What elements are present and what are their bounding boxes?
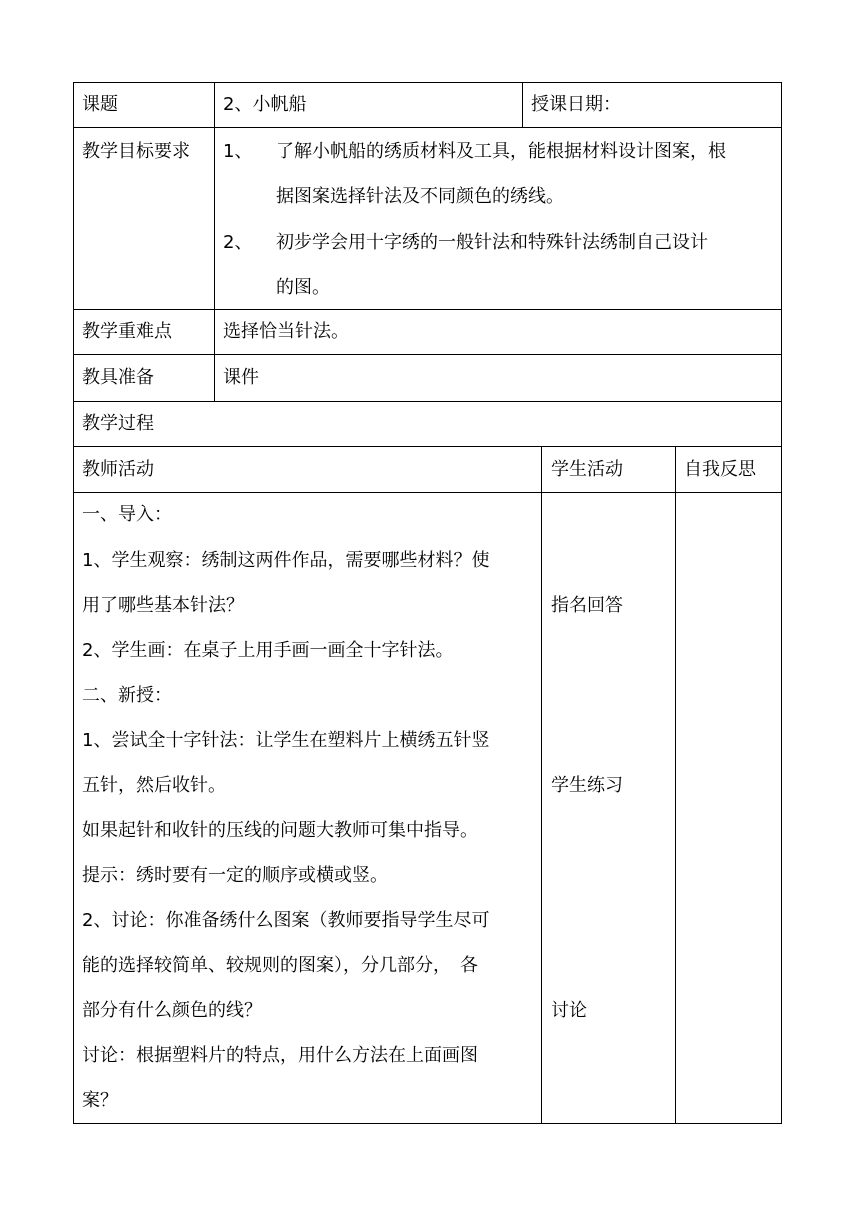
row-border [73, 127, 782, 128]
goal-number: 1、 [223, 141, 253, 162]
topic-value: 2、小帆船 [223, 94, 307, 115]
goal-number: 2、 [223, 232, 253, 253]
teacher-line: 1、尝试全十字针法：让学生在塑料片上横绣五针竖 [82, 730, 490, 751]
col-border [73, 82, 74, 1124]
col-border [781, 82, 782, 1124]
goal-text: 的图。 [276, 277, 330, 298]
teacher-line: 2、学生画：在桌子上用手画一画全十字针法。 [82, 640, 454, 661]
teacher-line: 1、学生观察：绣制这两件作品，需要哪些材料？使 [82, 550, 490, 571]
teacher-line: 二、新授： [82, 685, 172, 706]
goal-text: 初步学会用十字绣的一般针法和特殊针法绣制自己设计 [276, 232, 708, 253]
row-border [73, 82, 782, 83]
teacher-activity-header: 教师活动 [82, 459, 154, 480]
col-border [675, 446, 676, 1124]
row-border [73, 354, 782, 355]
teacher-line: 能的选择较简单、较规则的图案），分几部分， 各 [82, 955, 478, 976]
row-border [73, 401, 782, 402]
student-activity: 指名回答 [551, 595, 623, 616]
col-border [541, 446, 542, 1124]
student-activity: 讨论 [551, 1000, 587, 1021]
goals-label: 教学目标要求 [82, 141, 190, 162]
date-label: 授课日期： [531, 94, 621, 115]
teacher-line: 案？ [82, 1090, 118, 1111]
tools-value: 课件 [223, 367, 259, 388]
goal-text: 据图案选择针法及不同颜色的绣线。 [276, 186, 564, 207]
key-points-value: 选择恰当针法。 [223, 321, 349, 342]
teacher-line: 一、导入： [82, 504, 172, 525]
teacher-line: 如果起针和收针的压线的问题大教师可集中指导。 [82, 820, 478, 841]
col-border [522, 82, 523, 127]
teacher-line: 用了哪些基本针法？ [82, 595, 244, 616]
col-border [214, 82, 215, 401]
teacher-line: 2、讨论：你准备绣什么图案（教师要指导学生尽可 [82, 910, 490, 931]
goal-text: 了解小帆船的绣质材料及工具，能根据材料设计图案，根 [276, 141, 726, 162]
teacher-line: 部分有什么颜色的线？ [82, 1000, 262, 1021]
teacher-line: 五针，然后收针。 [82, 775, 226, 796]
tools-label: 教具准备 [82, 367, 154, 388]
self-reflection-header: 自我反思 [684, 459, 756, 480]
student-activity-header: 学生活动 [551, 459, 623, 480]
process-label: 教学过程 [82, 413, 154, 434]
topic-label: 课题 [82, 94, 118, 115]
key-points-label: 教学重难点 [82, 321, 172, 342]
row-border [73, 309, 782, 310]
teacher-line: 提示：绣时要有一定的顺序或横或竖。 [82, 865, 388, 886]
teacher-line: 讨论：根据塑料片的特点，用什么方法在上面画图 [82, 1045, 478, 1066]
student-activity: 学生练习 [551, 775, 623, 796]
